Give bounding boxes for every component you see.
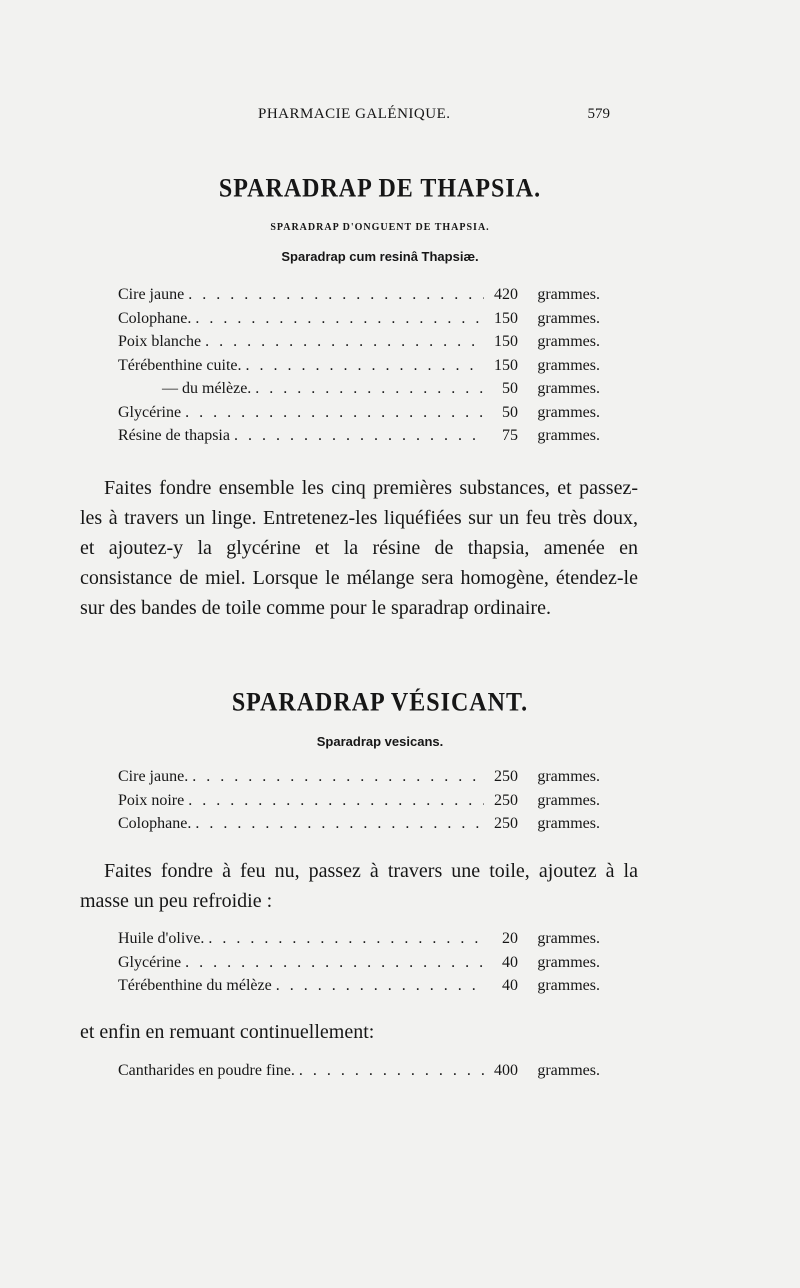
ingredient-unit: grammes.	[537, 380, 600, 397]
ingredient-unit: grammes.	[537, 356, 600, 374]
ingredient-name: Glycérine	[118, 953, 182, 971]
ingredient-name: Huile d'olive.	[118, 930, 205, 947]
ingredient-quantity: 420	[494, 286, 518, 303]
ingredient-unit: grammes.	[537, 1062, 600, 1079]
ingredient-row	[118, 357, 600, 381]
latin-name-vesicant: Sparadrap vesicans.	[316, 734, 444, 749]
ingredient-unit: grammes.	[537, 953, 600, 971]
ingredient-row	[118, 977, 600, 1001]
ingredient-quantity: 250	[494, 768, 518, 785]
ingredient-quantity: 400	[494, 1062, 518, 1079]
ingredient-name: Colophane.	[118, 815, 192, 832]
ingredient-list-vesicant-additions	[118, 930, 600, 1001]
ingredient-unit: grammes.	[537, 309, 600, 327]
leader-dots	[208, 930, 484, 948]
ingredient-row	[118, 380, 600, 404]
ingredient-quantity: 75	[502, 427, 518, 444]
ingredient-row	[118, 815, 600, 839]
ingredient-row	[118, 792, 600, 816]
leader-dots	[185, 404, 484, 422]
ingredient-unit: grammes.	[537, 333, 600, 350]
ingredient-name: Térébenthine du mélèze	[118, 977, 272, 994]
ingredient-name: Térébenthine cuite.	[118, 356, 242, 374]
ingredient-quantity: 20	[502, 930, 518, 947]
instructions-continuation: et enfin en remuant continuellement:	[80, 1021, 375, 1043]
ingredient-unit: grammes.	[537, 977, 600, 994]
ingredient-row	[118, 310, 600, 334]
ingredient-quantity: 40	[502, 953, 518, 971]
leader-dots	[195, 815, 484, 833]
ingredient-quantity: 250	[494, 815, 518, 832]
instructions-paragraph-vesicant: Faites fondre à feu nu, passez à travers une toile, ajoutez à la masse un peu refroidie :	[80, 860, 638, 912]
instructions-paragraph-thapsia: Faites fondre ensemble les cinq premières substances, et passez-les à travers un linge. Entretenez-les liquéfiées sur un feu très doux, et ajoutez-y la glycérine et la résine de thapsia, amenée en consistance de miel. Lorsque le mélange sera homogène, étendez-le sur des bandes de toile comme pour le sparadrap ordinaire.	[80, 477, 638, 619]
leader-dots	[188, 286, 484, 304]
ingredient-name: Colophane.	[118, 309, 192, 327]
ingredient-quantity: 150	[494, 356, 518, 374]
leader-dots	[205, 333, 484, 351]
ingredient-name: Résine de thapsia	[118, 427, 230, 444]
page-number: 579	[587, 106, 610, 122]
section-title-vesicant: SPARADRAP VÉSICANT.	[231, 688, 529, 718]
section-subtitle-thapsia: SPARADRAP D'ONGUENT DE THAPSIA.	[270, 222, 490, 233]
ingredient-row	[118, 404, 600, 428]
leader-dots	[299, 1062, 484, 1080]
ingredient-row	[118, 1062, 600, 1086]
ingredient-name: — du mélèze.	[162, 380, 252, 397]
ingredient-row	[118, 930, 600, 954]
latin-name-thapsia: Sparadrap cum resinâ Thapsiæ.	[281, 249, 479, 264]
ingredient-quantity: 50	[502, 380, 518, 397]
ingredient-unit: grammes.	[537, 768, 600, 785]
ingredient-unit: grammes.	[537, 791, 600, 809]
leader-dots	[195, 310, 484, 328]
running-head-title: PHARMACIE GALÉNIQUE.	[258, 106, 451, 122]
section-title-thapsia: SPARADRAP DE THAPSIA.	[218, 174, 542, 204]
ingredient-name: Cire jaune	[118, 286, 185, 303]
ingredient-name: Cire jaune.	[118, 768, 189, 785]
ingredient-quantity: 150	[494, 333, 518, 350]
leader-dots	[255, 380, 484, 398]
ingredient-row	[118, 333, 600, 357]
ingredient-list-vesicant-final	[118, 1062, 600, 1086]
ingredient-quantity: 150	[494, 309, 518, 327]
ingredient-unit: grammes.	[537, 403, 600, 421]
ingredient-quantity: 50	[502, 403, 518, 421]
ingredient-list-thapsia	[118, 286, 600, 451]
ingredient-unit: grammes.	[537, 427, 600, 444]
leader-dots	[192, 768, 484, 786]
leader-dots	[246, 357, 485, 375]
ingredient-unit: grammes.	[537, 930, 600, 947]
leader-dots	[185, 954, 484, 972]
ingredient-row	[118, 768, 600, 792]
ingredient-unit: grammes.	[537, 286, 600, 303]
ingredient-name: Poix noire	[118, 791, 185, 809]
ingredient-name: Cantharides en poudre fine.	[118, 1062, 295, 1079]
ingredient-list-vesicant-base	[118, 768, 600, 839]
ingredient-quantity: 250	[494, 791, 518, 809]
running-head	[0, 106, 800, 130]
leader-dots	[234, 427, 484, 445]
ingredient-name: Glycérine	[118, 403, 182, 421]
ingredient-quantity: 40	[502, 977, 518, 994]
leader-dots	[276, 977, 484, 995]
ingredient-row	[118, 427, 600, 451]
leader-dots	[188, 792, 484, 810]
ingredient-unit: grammes.	[537, 815, 600, 832]
ingredient-row	[118, 954, 600, 978]
ingredient-row	[118, 286, 600, 310]
ingredient-name: Poix blanche	[118, 333, 202, 350]
